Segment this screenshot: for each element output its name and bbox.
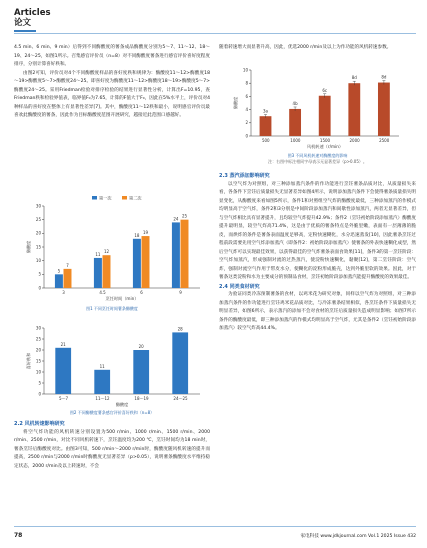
y-tick-label: 0 [38,285,41,291]
data-label: 6c [322,87,328,93]
bar [260,116,272,136]
y-tick-label: 5 [38,380,41,386]
y-tick-label: 10 [35,258,41,264]
y-tick-label: 0 [38,391,41,397]
y-tick-label: 6 [245,93,248,99]
data-label: 8d [351,75,357,81]
y-axis-label: 酶酸度 [26,240,31,254]
y-tick-label: 2 [245,120,248,126]
header-rule [14,33,416,34]
x-tick-label: 1000 [290,138,301,143]
figure-3-chart [219,62,416,152]
figure-2-caption: 图2 不同酶酸度薯条感官评价喜好秩和（n=8） [69,410,155,415]
bar [348,83,360,136]
y-tick-label: 30 [35,203,41,209]
y-axis-label: 酶酸度 [233,96,238,110]
y-tick-label: 4 [245,107,248,112]
bar [55,348,71,394]
section-heading: 2.2 风机转速影响研究 [14,421,65,427]
x-tick-label: 500 [261,138,270,143]
figure-3-caption: 图3 不同风机转速对酶酸度的影响 [287,153,348,158]
data-label: 3a [263,108,268,114]
legend-swatch [92,196,97,200]
y-tick-label: 5 [38,271,41,277]
data-label: 7 [66,262,69,268]
x-tick-label: 5～7 [58,396,69,401]
section-heading: 2.4 同类食材研究 [219,283,260,290]
data-label: 28 [177,326,183,332]
bar [172,332,188,394]
y-tick-label: 20 [35,230,41,236]
x-tick-label: 1500 [319,138,331,143]
bar [181,220,189,288]
x-tick-label: 3 [62,290,65,295]
footer-rule [14,526,416,527]
x-tick-label: 2000 [349,138,360,143]
y-tick-label: 25 [35,336,41,342]
left-column-top-text [14,44,210,121]
bar [133,239,141,288]
figure-3 [219,62,416,170]
y-tick-label: 20 [35,347,41,353]
x-tick-label: 18～19 [134,396,149,401]
paragraph: 以空气炸为对照组，对三种添加蒸汽条件的作功能进行烹饪薯条品质对比，从质量损失来看，各条件下烹饪后质量损失无显著差异如图4所示，说明添加蒸汽条件下会使得薯条质量损失明显变化，从酶酸度来看如图5所示，条件1和对照组空气炸的酶酸度最低，三种添加蒸汽的作模式均明显高于空气炸，条件2和3分别是中间阶段添加蒸汽和间歇性添加蒸汽，两者无显著差异，但与空气炸相比具有显著提升，且均较空气炸提升42.9%；条件2（烹饪初始阶段添加蒸汽）酶酸度提升最明显，较空气炸高71.4%，这是由于优质的薯条特点是外脆里嫩，表面有一层薄薄的脆皮，而烘炸的条件是薯条表面温度足够高，定粉快速糊化，水分迅速蒸发[10]，因此薯条烹饪过程前段需要先用空气炸添加蒸汽（即条件2：初始阶段添加蒸汽）使薯条的外表快速糊化成型，然后空气炸可以实现最佳效果，以获得最佳的空气炸薯条表面食效果[11]，条件3的第一烹饪阶段：空气炸加蒸汽，形成强制对流的过热蒸汽，使淀粉快速糊化，黏聚[12]，第二烹饪阶段：空气炸，强制对流空气作用于带皮水分，使糊化的淀粉形成脆壳，达到外脆里软的效果。因此，对于薯条这类淀粉和水为主要成分的预制品食材，烹饪初始阶段添加蒸汽能提升酶酸度的效果最佳。 [219,181,416,280]
x-axis-label: 烹饪时间（min） [105,296,139,301]
bar [172,222,180,288]
x-tick-label: 9 [179,290,182,295]
bar [142,236,150,288]
y-tick-label: 25 [35,217,41,223]
x-tick-label: 6 [140,290,143,295]
data-label: 18 [134,232,140,238]
paragraph: 随着转速增大而显著升高，因此，优选2000 r/min及以上为作功能的风机转速参数。 [219,45,392,50]
bar [103,255,111,288]
data-label: 11 [99,363,105,369]
data-label: 25 [181,213,188,219]
x-tick-label: 24～25 [173,396,188,401]
data-label: 8d [381,74,387,80]
section-label-en: Articles [14,8,51,18]
data-label: 11 [95,251,101,257]
bar [289,109,301,136]
y-tick-label: 10 [35,369,41,375]
y-tick-label: 0 [245,133,248,139]
right-column-top-text [219,44,416,53]
legend-swatch [122,196,127,200]
x-tick-label: 4.5 [99,290,106,295]
x-axis-label: 风机转速（r/min） [306,144,344,149]
x-tick-label: 11～12 [95,396,110,401]
x-axis-label: 酶酸度 [115,402,129,407]
paragraph: 4.5 min、6 min、9 min）后得到不同酶酸度的薯条成品酶酸度分别为5～7、11～12、18～19、24～25，如图1所示。召集感官评价员（n=8）对不同酶酸度薯条进行感官评价喜好度程度排序，分别计算喜好秩和。 [14,45,210,67]
figure-1-chart [14,194,210,306]
section-heading: 2.3 蒸汽添加影响研究 [219,173,270,179]
paragraph: 由图2可知，评价员对4个不同酶酸度样品的喜好度秩和规律为：酶酸度11～12>酶酸度18～19>酶酸度5～7>酶酸度24～25。即喜好度为酶酸度11～12>酶酸度18～19>酶酸度5～7>酶酸度24～25。采用Friedman检验对排序检验的结果进行显著性分析，计算出F=10.95，查Friedman秩和检验界值表，临界值F₀为7.65，计算的F值大于F₀，因此在5%水平上，评价员对4种样品的喜好度在整体上有显著性差异[7]。其中，酶酸度11～12秩和最小，说明感官评价员最喜欢此酶酸度的薯条，因此作为目标酶酸度范围开展研究，越接近此范围口感越好。 [14,70,210,118]
data-label: 19 [142,230,149,236]
paragraph: 将空气炸功能的风机转速分别设置为500 r/min、1000 r/min、1500 r/min、2000 r/min、2500 r/min，对比不同风机转速下，烹饪温度均为200 ℃，烹饪时间均为18 min时，薯条烹饪后酶酸度对比。由图3可知，500 r/min～2000 r/min时，酶酸度随风机转速的提升而提高，2500 r/min与2000 r/min时酶酸度无显著差异（p>0.05），说明薯条酶酸度水平维持稳定状态，2000 r/min及以上转速时，不会 [14,429,210,469]
figure-1 [14,194,210,316]
figure-2 [14,320,210,418]
bar [319,96,331,136]
section-2-2 [14,420,210,471]
legend-label: 第二次 [129,195,142,201]
y-axis-label: 喜好秩和 [26,352,31,370]
paragraph: 为验证同类冷冻预制薯条的食材，以鸡米花为研究对象，同样以空气炸为对照组，对三种添加蒸汽条件的作功能进行烹饪鸡米花品质对比，与冷冻薯条结果相似，各烹饪条件下质量损失无明显差异，如图6所示，表示蒸汽的添加不会对食材的烹饪后质量损失造成明显影响；如图7所示条件的酶酸度最低，即三种添加蒸汽的作模式均明显高于空气炸，尤其是条件2（烹饪初始阶段添加蒸汽）较空气炸高44.4%。 [219,292,416,331]
y-tick-label: 30 [35,325,41,331]
data-label: 24 [173,216,179,222]
y-tick-label: 15 [35,244,41,250]
journal-info: 家电科技 www.jdkjournal.com Vol.1 2025 Issue 432 [300,534,416,539]
y-tick-label: 15 [35,358,41,364]
right-column-sections [219,172,416,334]
bar [94,258,102,288]
bar [378,83,390,136]
x-tick-label: 2500 [379,138,390,143]
data-label: 12 [103,249,110,255]
y-tick-label: 8 [245,80,248,86]
bar [133,350,149,394]
figure-2-chart [14,320,210,410]
data-label: 21 [60,341,66,347]
bar [64,269,72,288]
section-label-zh: 论文 [14,18,32,28]
data-label: 5 [57,268,61,274]
y-tick-label: 10 [242,67,248,73]
page-number: 78 [14,532,23,539]
bar [55,274,63,288]
figure-1-caption: 图1 不同烹饪时间薯条酶酸度 [86,306,138,311]
bar [94,370,110,394]
page-header [14,8,416,38]
legend-label: 第一次 [99,195,112,201]
data-label: 20 [138,344,144,349]
header-accent-bar [14,30,36,32]
figure-3-note: 注：右图中标注相同字母表示无显著差异（p>0.05）。 [268,159,367,164]
data-label: 4b [292,100,298,106]
